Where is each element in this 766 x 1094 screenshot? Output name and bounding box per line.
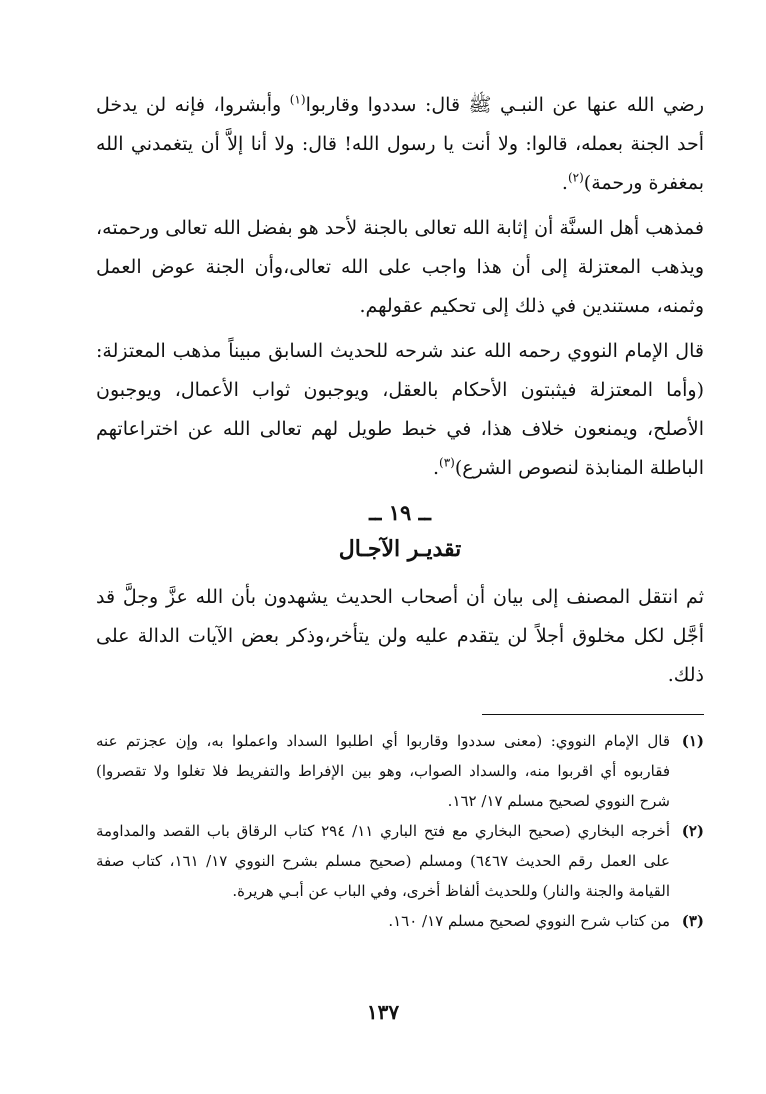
footnote-2 <box>96 816 704 906</box>
paragraph-hadith <box>96 86 704 203</box>
page-number: ١٣٧ <box>366 1000 400 1024</box>
footnote-ref-3: (٣) <box>439 455 455 470</box>
paragraph-1-continuation: وأبشروا، فإنه لن يدخل أحد الجنة بعمله، قالوا: ولا أنت يا رسول الله! قال: ولا أنا إلاَّ أن يتغمدني الله بمغفرة ورحمة) <box>96 94 704 194</box>
paragraph-ahl-sunnah: فمذهب أهل السنَّة أن إثابة الله تعالى بالجنة لأحد هو بفضل الله تعالى ورحمته، ويذهب المعتزلة إلى أن هذا واجب على الله تعالى،وأن الجنة عوض العمل وثمنه، مستندين في ذلك إلى تحكيم عقولهم. <box>96 217 704 317</box>
section-title: تقديـر الآجـال <box>338 536 462 562</box>
paragraph-1-tail: . <box>561 172 568 194</box>
footnote-1 <box>96 726 704 816</box>
footnote-divider <box>482 714 704 715</box>
footnote-text: من كتاب شرح النووي لصحيح مسلم ١٧/ ١٦٠. <box>388 912 670 930</box>
footnote-3 <box>96 906 704 936</box>
footnote-ref-2: (٢) <box>567 170 584 185</box>
paragraph-3-text: قال الإمام النووي رحمه الله عند شرحه للحديث السابق مبيناً مذهب المعتزلة: (وأما المعتزلة فيثبتون الأحكام بالعقل، ويوجبون ثواب الأعمال، ويوجبون الأصلح، ويمنعون خلاف هذا، في خبط طويل لهم تعالى الله عن اختراعاتهم الباطلة المنابذة لنصوص الشرع) <box>96 340 704 479</box>
paragraph-nawawi-quote <box>96 332 704 488</box>
footnotes-list <box>96 726 704 936</box>
footnote-marker: (٣) <box>681 912 704 930</box>
section-number: ــ ١٩ ــ <box>369 500 431 525</box>
footnote-text: أخرجه البخاري (صحيح البخاري مع فتح الباري ١١/ ٢٩٤ كتاب الرقاق باب القصد والمداومة على العمل رقم الحديث ٦٤٦٧) ومسلم (صحيح مسلم بشرح النووي ١٧/ ١٦١، كتاب صفة القيامة والجنة والنار) وللحديث ألفاظ أخرى، وفي الباب عن أبـي هريرة. <box>96 822 671 900</box>
paragraph-1-text: رضي الله عنها عن النبـي ﷺ قال: سددوا وقاربوا <box>305 94 704 116</box>
footnote-marker: (٢) <box>681 822 704 840</box>
paragraph-ajal: ثم انتقل المصنف إلى بيان أن أصحاب الحديث يشهدون بأن الله عزَّ وجلَّ قد أجَّل لكل مخلوق أجلاً لن يتقدم عليه ولن يتأخر،وذكر بعض الآيات الدالة على ذلك. <box>96 586 704 686</box>
paragraph-3-tail: . <box>432 457 440 479</box>
footnote-text: قال الإمام النووي: (معنى سددوا وقاربوا أي اطلبوا السداد واعملوا به، وإن عجزتم عنه فقاربوه أي اقربوا منه، والسداد الصواب، وهو بين الإفراط والتفريط فلا تغلوا ولا تقصروا) شرح النووي لصحيح مسلم ١٧/ ١٦٢. <box>96 732 670 810</box>
footnote-marker: (١) <box>681 732 704 750</box>
footnote-ref-1: (١) <box>289 92 306 107</box>
